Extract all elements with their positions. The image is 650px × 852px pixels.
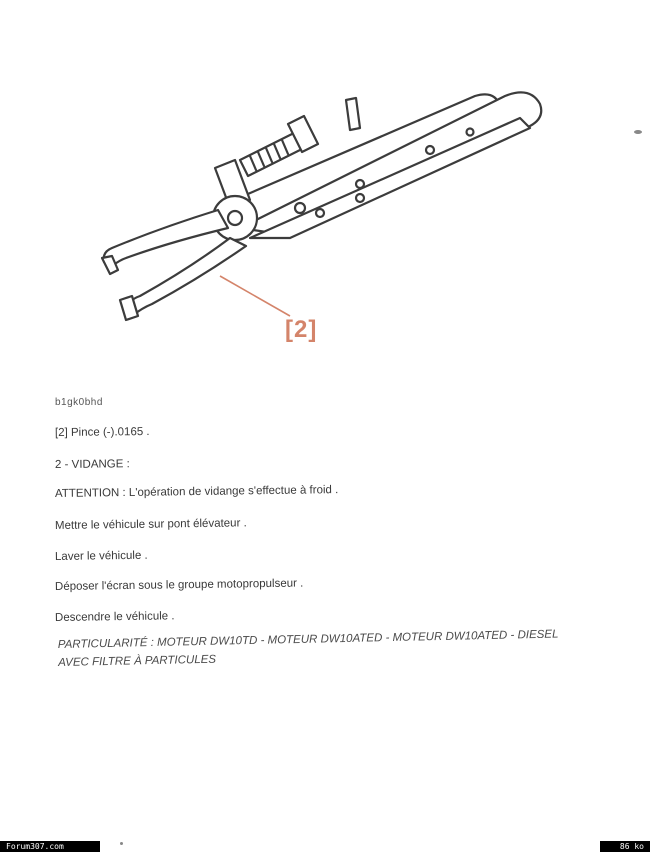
scan-speck bbox=[634, 130, 642, 134]
footer-site-label: Forum307.com bbox=[0, 841, 100, 852]
particularity-note bbox=[58, 626, 559, 672]
figure-reference: b1gk0bhd bbox=[55, 397, 103, 408]
tool-line: [2] Pince (-).0165 . bbox=[54, 426, 150, 439]
section-heading: 2 - VIDANGE : bbox=[54, 458, 130, 471]
warning-line: ATTENTION : L'opération de vidange s'effectue à froid . bbox=[54, 484, 339, 500]
step-line: Déposer l'écran sous le groupe motopropulseur . bbox=[54, 577, 304, 593]
step-line: Mettre le véhicule sur pont élévateur . bbox=[54, 517, 247, 532]
pliers-illustration bbox=[90, 88, 550, 358]
footer-size-label: 86 ko bbox=[600, 841, 650, 852]
step-line: Laver le véhicule . bbox=[54, 549, 148, 563]
note-line: PARTICULARITÉ : MOTEUR DW10TD - MOTEUR DW10ATED - MOTEUR DW10ATED - DIESEL bbox=[57, 628, 559, 652]
callout-leader bbox=[220, 276, 290, 316]
note-line: AVEC FILTRE À PARTICULES bbox=[58, 653, 217, 669]
scan-speck bbox=[120, 842, 123, 845]
step-line: Descendre le véhicule . bbox=[54, 610, 175, 624]
callout-label: [2] bbox=[285, 316, 318, 343]
lower-jaw bbox=[240, 92, 541, 234]
